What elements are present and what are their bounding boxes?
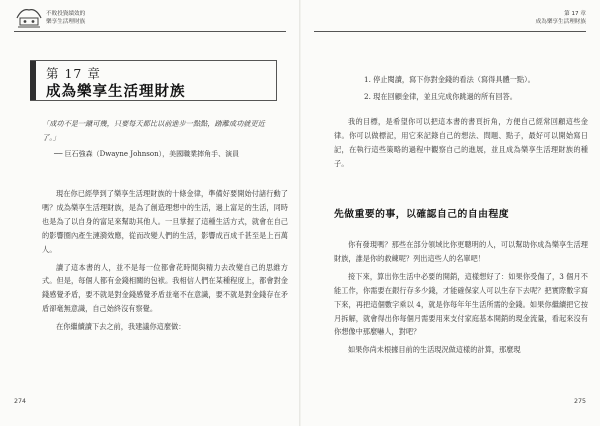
chapter-number: 第 17 章 [46,66,101,81]
publisher-logo-icon [14,4,44,30]
paragraph: 現在你已經學到了樂享生活理財族的十條金律，準備好要開始付諸行動了嗎？成為樂享生活理財族，是為了創造理想中的生活，過上富足的生活，同時也是為了以自身的富足來幫助其他人。一旦掌握了這種生活方式，就會在自己的影響圈內產生漣漪效應，從而改變人們的生活，影響成百成千甚至是上百萬人。 [42,189,288,254]
left-body-text [42,187,288,338]
book-subtitle: 樂享生活理財族 [46,19,86,25]
list-item: 1. 停止閱讀，寫下你對金錢的看法（寫得具體一點）。 [364,75,535,84]
section-heading: 先做重要的事，以確認自己的自由程度 [334,209,510,220]
paragraph: 我的目標，是希望你可以把這本書的書頁折角，方便自己經常回顧這些金律。你可以做標記，用它來記錄自己的想法、問題、點子，最好可以開始寫日記，在執行這些策略的過程中觀察自己的進展，並且成為樂享生活理財族的種子。 [334,117,588,168]
header-rule [14,31,286,32]
paragraph: 接下來，算出你生活中必要的開銷，這樣想好了：如果你受傷了，3 個月不能工作，你需要在銀行存多少錢，才能確保家人可以生存下去呢？把實際數字寫下來，再把這個數字乘以 4，就是你每年年生活所需的金錢。如果你繼續把它按月拆解，就會得出你每個月需要用來支付家庭基本開銷的現金流量，看起來沒有你想像中那麼嚇人，對吧？ [334,271,588,337]
running-chapter-title: 成為樂享生活理財族 [535,19,586,25]
chapter-title: 成為樂享生活理財族 [46,84,186,100]
list-item: 2. 現在回顧金律，並且完成你跳過的所有回答。 [364,92,517,101]
book-title: 不敗投資績效的 [46,11,86,17]
page-number-right: 275 [573,398,586,405]
epigraph-quote: 「成功不是一蹴可幾，只要每天都比以前進步一點點，踏離成功就更近了。」 [42,119,265,142]
right-body-text-bottom [334,238,588,361]
paragraph: 在你繼續讀下去之前，我建議你這麼做： [56,322,186,332]
paragraph: 你有發現嗎？那些在部分領域比你更聰明的人，可以幫助你成為樂享生活理財族，誰是你的救練呢？列出這些人的名單吧！ [334,240,588,263]
running-chapter-number: 第 17 章 [564,11,586,17]
paragraph: 讀了這本書的人，並不是每一位都會花時間與精力去改變自己的思維方式。但是，每個人都有金錢相關的包袱。我相信人們在某種程度上，都會對金錢感覺矛盾，要不就是對金錢感覺矛盾並毫不在意識，要不就是對金錢存在矛盾卻毫無意識，自己始終沒有察覺。 [42,262,288,314]
right-page [300,0,600,426]
running-header-chapter [536,10,586,26]
running-header-book [46,10,85,26]
paragraph: 如果你尚未根據目前的生活現況做這樣的計算，那麼現 [348,345,521,355]
header-rule [314,31,586,32]
numbered-list [364,71,590,105]
page-number-left: 274 [14,398,27,405]
epigraph-attribution: ── 巨石強森（Dwayne Johnson），美國職業摔角手、演員 [54,150,240,158]
right-body-text-top [334,115,588,175]
